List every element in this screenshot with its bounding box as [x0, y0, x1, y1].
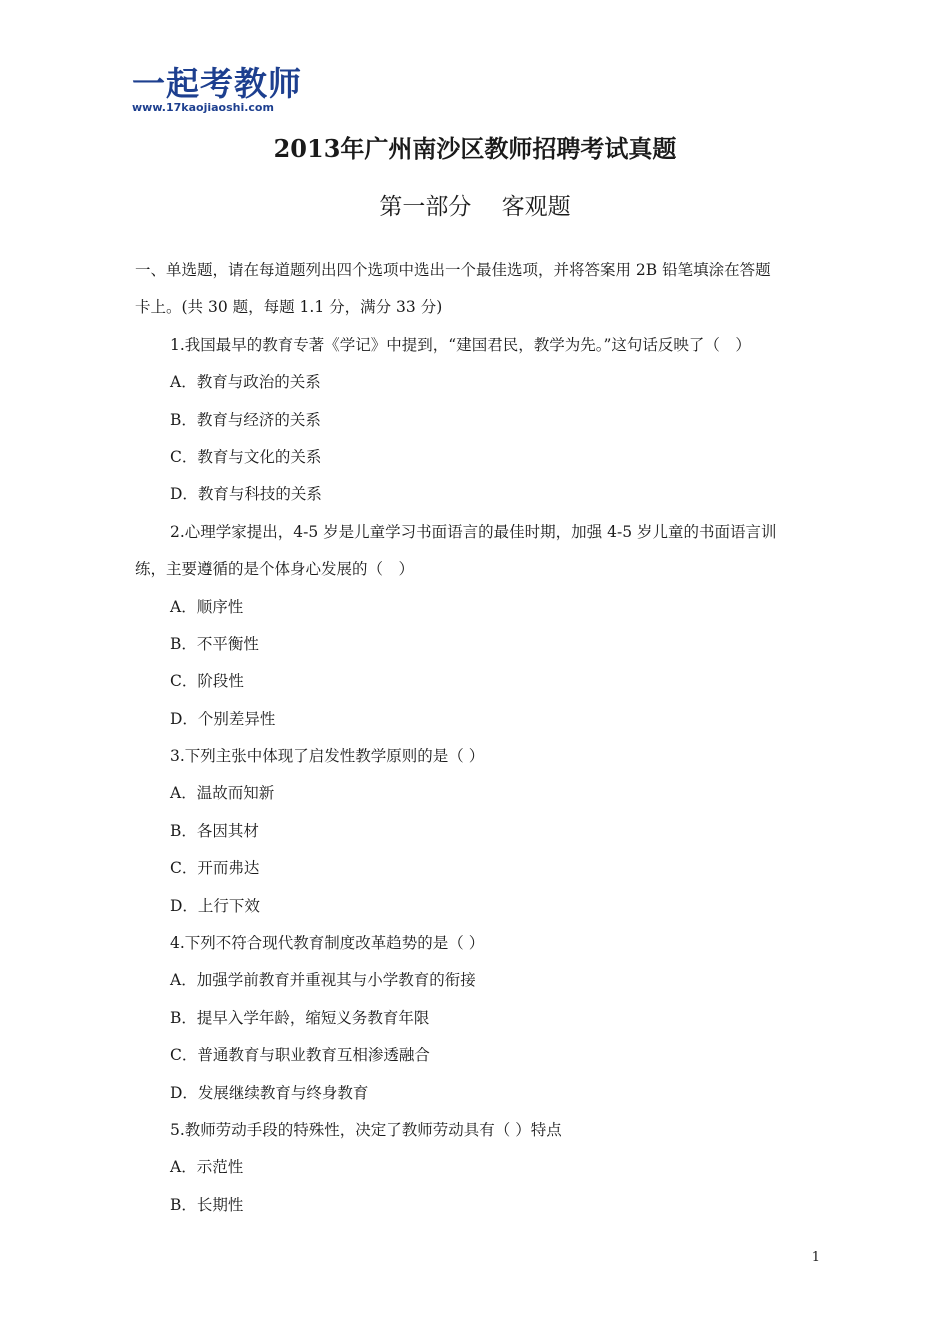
question-3-option-b: B．各因其材: [170, 821, 259, 840]
question-4-option-b: B．提早入学年龄，缩短义务教育年限: [170, 1008, 430, 1027]
question-4-option-d: D．发展继续教育与终身教育: [170, 1083, 369, 1102]
question-3-option-a: A．温故而知新: [170, 784, 275, 803]
question-4-option-c: C．普通教育与职业教育互相渗透融合: [170, 1046, 430, 1065]
question-1-option-b: B．教育与经济的关系: [170, 410, 321, 429]
part-heading: 第一部分 客观题: [379, 194, 571, 220]
question-3-stem: 3.下列主张中体现了启发性教学原则的是（ ）: [170, 747, 485, 766]
question-2-option-b: B．不平衡性: [170, 634, 259, 653]
question-5-option-b: B．长期性: [170, 1195, 244, 1214]
question-3-option-c: C．开而弗达: [170, 859, 260, 878]
question-4-stem: 4.下列不符合现代教育制度改革趋势的是（ ）: [170, 934, 485, 953]
question-2-option-a: A．顺序性: [170, 597, 244, 616]
document-title: 2013年广州南沙区教师招聘考试真题: [273, 134, 677, 163]
question-5-stem: 5.教师劳动手段的特殊性，决定了教师劳动具有（ ）特点: [170, 1120, 562, 1139]
document-body: [135, 252, 818, 1224]
section-instructions: 一、单选题，请在每道题列出四个选项中选出一个最佳选项，并将答案用 2B 铅笔填涂在答题: [135, 261, 771, 279]
question-2-stem: 2.心理学家提出，4-5 岁是儿童学习书面语言的最佳时期，加强 4-5 岁儿童的书面语言训: [170, 522, 777, 541]
question-1-option-d: D．教育与科技的关系: [170, 485, 322, 504]
question-2-stem-cont: 练，主要遵循的是个体身心发展的（ ）: [135, 560, 415, 579]
logo-url: www.17kaojiaoshi.com: [132, 101, 274, 114]
question-1-option-a: A．教育与政治的关系: [170, 373, 321, 392]
site-logo: [132, 66, 302, 112]
question-1-stem: 1.我国最早的教育专著《学记》中提到，“建国君民，教学为先。”这句话反映了（ ）: [170, 335, 751, 354]
question-4-option-a: A．加强学前教育并重视其与小学教育的衔接: [170, 971, 476, 990]
question-1-option-c: C．教育与文化的关系: [170, 447, 322, 466]
question-5-option-a: A．示范性: [170, 1158, 244, 1177]
question-3-option-d: D．上行下效: [170, 896, 260, 915]
question-2-option-c: C．阶段性: [170, 672, 244, 691]
page-number: 1: [811, 1250, 820, 1265]
logo-name: 一起考教师: [132, 64, 302, 103]
section-instructions-cont: 卡上。(共 30 题，每题 1.1 分，满分 33 分): [135, 298, 443, 317]
question-2-option-d: D．个别差异性: [170, 709, 276, 728]
